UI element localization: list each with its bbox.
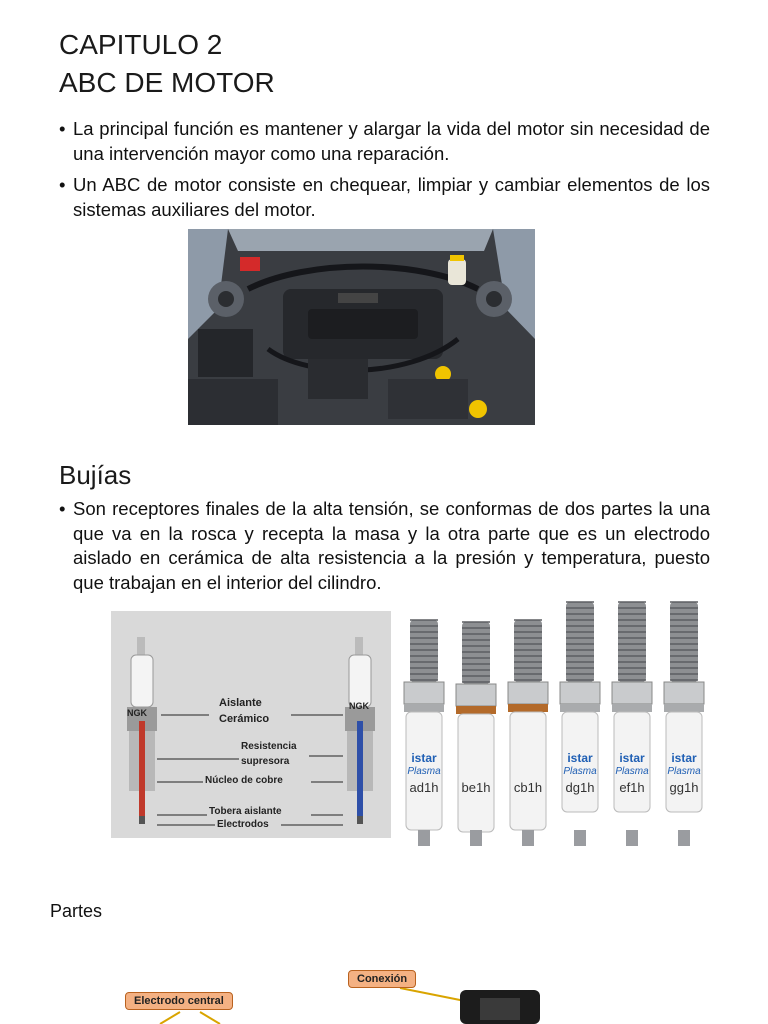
- tag-conexion: Conexión: [348, 970, 416, 988]
- plug-code-label: cb1h: [513, 780, 543, 795]
- label-ceramico: Cerámico: [219, 713, 270, 725]
- plug-line-label: Plasma: [615, 766, 649, 777]
- spark-plug-model: [404, 620, 444, 846]
- intro-bullet-1: La principal función es mantener y alargar la vida del motor sin necesidad de una intervención mayor como una reparación.: [73, 118, 710, 164]
- list-item: • Un ABC de motor consiste en chequear, limpiar y cambiar elementos de los sistemas auxiliares del motor.: [59, 174, 710, 220]
- plug-brand-label: istar: [411, 751, 437, 765]
- label-electrodos: Electrodos: [217, 819, 269, 830]
- plug-code-label: ef1h: [619, 780, 645, 795]
- bujias-bullet-list: [59, 497, 710, 602]
- partes-label: Partes: [50, 901, 103, 921]
- plug-line-label: Plasma: [407, 766, 441, 777]
- spark-plug-model: [456, 622, 496, 846]
- spark-plug-model: [612, 602, 652, 846]
- spark-plug-model: [664, 602, 704, 846]
- plug-line-label: Plasma: [667, 766, 701, 777]
- label-aislante: Aislante: [219, 697, 262, 709]
- spark-plug-model: [508, 620, 548, 846]
- brand-label-right: NGK: [349, 701, 369, 711]
- spark-plug-models-image: [398, 596, 710, 854]
- list-item: • La principal función es mantener y alargar la vida del motor sin necesidad de una intervención mayor como una reparación.: [59, 118, 710, 164]
- page-title: [59, 26, 275, 102]
- plug-code-label: gg1h: [669, 780, 699, 795]
- tag-electrodo-central: Electrodo central: [125, 992, 233, 1010]
- engine-bay-image: [188, 229, 535, 425]
- plug-brand-label: istar: [567, 751, 593, 765]
- spark-plug-model: [560, 602, 600, 846]
- label-supresora: supresora: [241, 756, 290, 767]
- plug-code-label: be1h: [461, 780, 491, 795]
- title-line-1: CAPITULO 2: [59, 29, 223, 60]
- intro-bullet-2: Un ABC de motor consiste en chequear, limpiar y cambiar elementos de los sistemas auxiliares del motor.: [73, 174, 710, 220]
- plug-line-label: Plasma: [563, 766, 597, 777]
- plug-code-label: ad1h: [409, 780, 439, 795]
- plug-brand-label: istar: [671, 751, 697, 765]
- label-tobera: Tobera aislante: [209, 806, 282, 817]
- plug-brand-label: istar: [619, 751, 645, 765]
- spark-plug-diagram: [111, 611, 391, 838]
- intro-bullet-list: [59, 117, 710, 229]
- section-heading-bujias: Bujías: [59, 460, 132, 490]
- bujias-bullet: Son receptores finales de la alta tensión, se conformas de dos partes la una que va en la rosca y recepta la masa y la otra parte que es un electrodo aislado en cerámica de alta resistencia a la presión y temperatura, puesto que trabajan en el interior del cilindro.: [73, 498, 710, 593]
- plug-code-label: dg1h: [565, 780, 595, 795]
- title-line-2: ABC DE MOTOR: [59, 67, 275, 98]
- list-item: • Son receptores finales de la alta tensión, se conformas de dos partes la una que va en la rosca y recepta la masa y la otra parte que es un electrodo aislado en cerámica de alta resistencia a la presión y temperatura, puesto que trabajan en el interior del cilindro.: [59, 498, 710, 593]
- label-nucleo: Núcleo de cobre: [205, 775, 283, 786]
- partes-diagram: [100, 960, 540, 1024]
- label-resistencia: Resistencia: [241, 741, 297, 752]
- brand-label-left: NGK: [127, 708, 147, 718]
